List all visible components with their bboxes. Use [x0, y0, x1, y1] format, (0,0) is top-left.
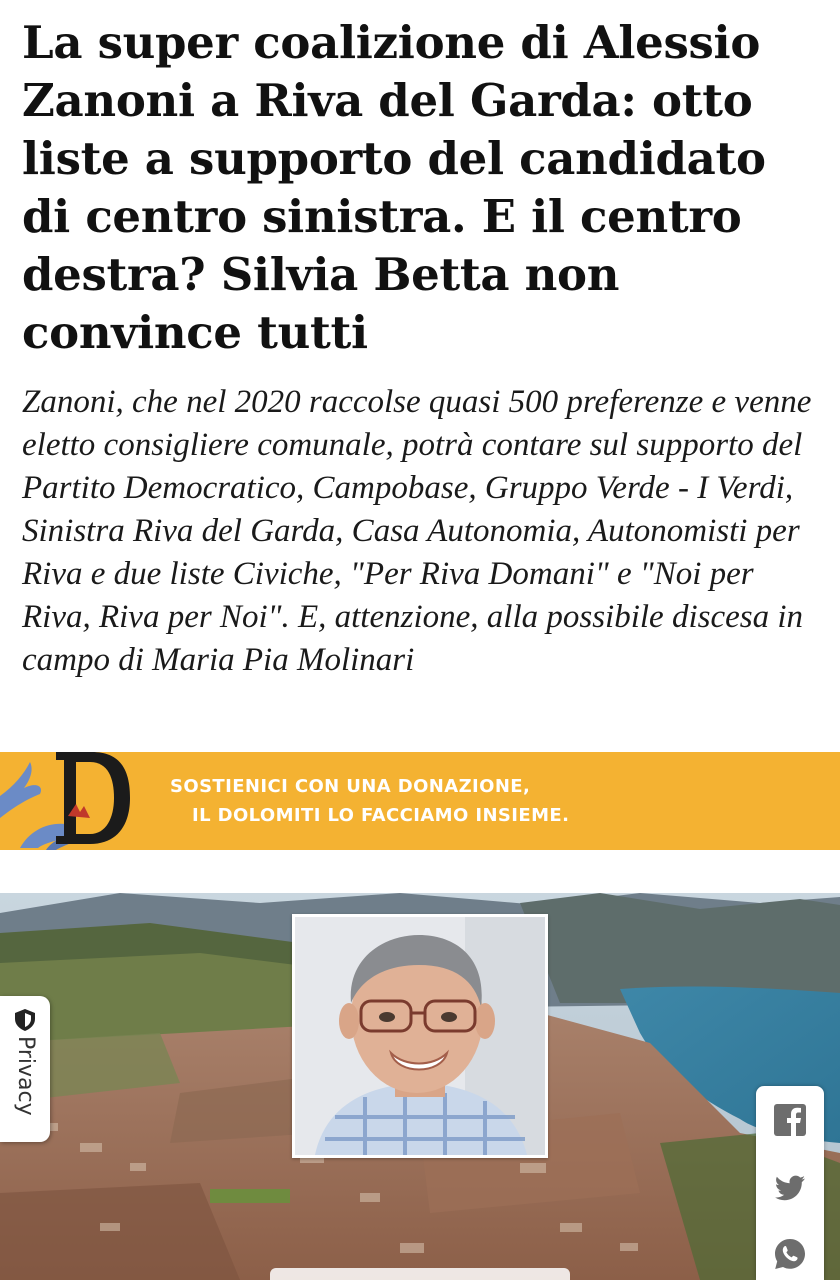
donation-banner[interactable] [0, 752, 840, 850]
privacy-settings-tab[interactable] [0, 996, 50, 1142]
il-dolomiti-d-logo-icon [46, 752, 136, 850]
facebook-icon[interactable] [772, 1102, 808, 1138]
scroll-indicator [270, 1268, 570, 1280]
whatsapp-icon[interactable] [772, 1236, 808, 1272]
twitter-icon[interactable] [772, 1170, 808, 1206]
donation-line-1: SOSTIENICI CON UNA DONAZIONE, [170, 776, 531, 797]
donation-banner-text [170, 772, 670, 830]
privacy-label: Privacy [13, 1036, 38, 1116]
share-bar [756, 1086, 824, 1280]
shield-icon [14, 1008, 36, 1032]
candidate-portrait-image [295, 917, 545, 1155]
donation-line-2: IL DOLOMITI LO FACCIAMO INSIEME. [192, 805, 570, 826]
article-headline: La super coalizione di Alessio Zanoni a Riva del Garda: otto liste a supporto del candidato di centro sinistra. E il centro destra? Silvia Betta non convince tutti [22, 16, 766, 359]
article-subtitle: Zanoni, che nel 2020 raccolse quasi 500 preferenze e venne eletto consigliere comunale, potrà contare sul supporto del Partito Democratico, Campobase, Gruppo Verde - I Verdi, Sinistra Riva del Garda, Casa Autonomia, Autonomisti per Riva e due liste Civiche, "Per Riva Domani" e "Noi per Riva, Riva per Noi". E, attenzione, alla possibile discesa in campo di Maria Pia Molinari [22, 384, 812, 678]
candidate-portrait [292, 914, 548, 1158]
